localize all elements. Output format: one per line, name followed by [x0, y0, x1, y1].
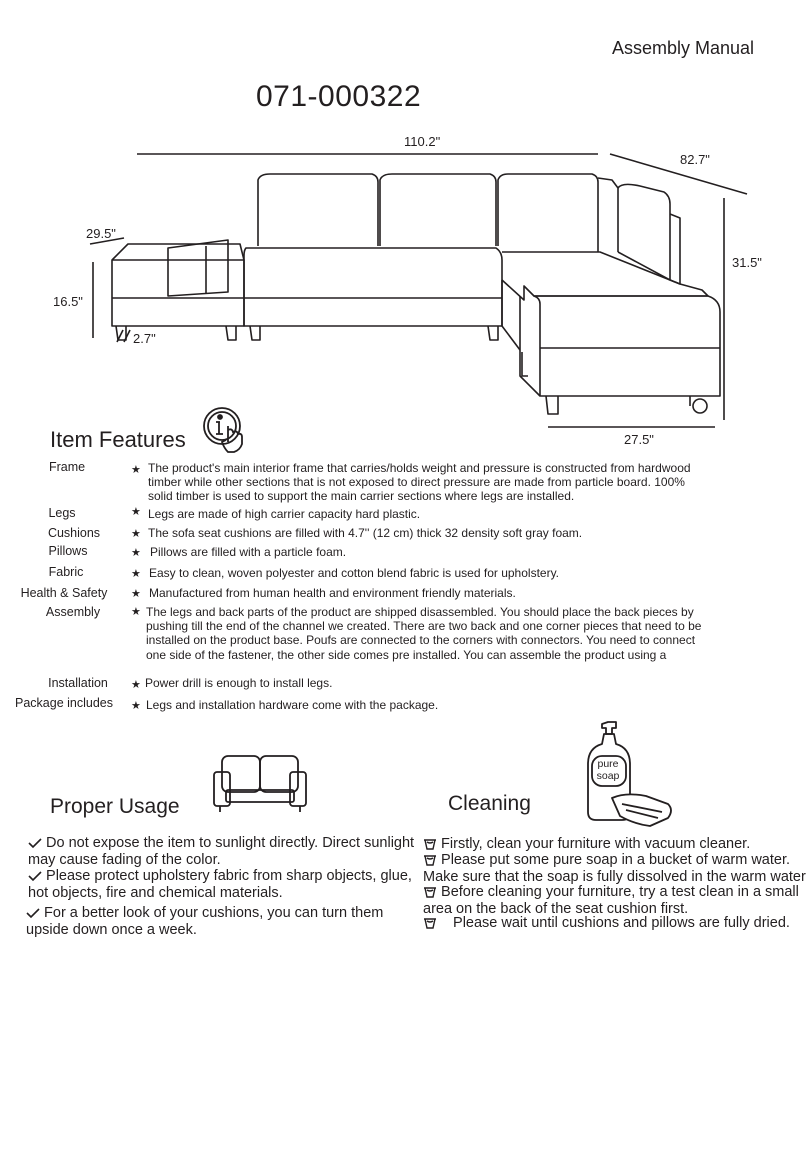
star-icon: ★	[131, 679, 141, 691]
star-icon: ★	[131, 606, 141, 618]
feature-label-fabric: Fabric	[48, 565, 84, 579]
feature-label-cushions: Cushions	[47, 526, 101, 540]
tray-table	[168, 240, 228, 296]
star-icon: ★	[131, 700, 141, 712]
back-cushion-corner	[618, 184, 670, 280]
feature-label-assembly: Assembly	[45, 605, 101, 619]
feature-text-pillows: Pillows are filled with a particle foam.	[150, 545, 347, 559]
cleaning-item-2: Please put some pure soap in a bucket of warm water. Make sure that the soap is fully dissolved in the warm water	[423, 852, 806, 885]
bucket-icon	[423, 839, 437, 850]
feature-text-assembly: The legs and back parts of the product are shipped disassembled. You should place the back pieces by pushing till the end of the channel we created. There are two back and one corner pieces that need to be installed on the product base. Poufs are connected to the corners with connectors. You need to connect one side of the fastener, the other side comes pre installed. You can assemble the product using a	[146, 605, 702, 662]
model-number: 071-000322	[256, 80, 422, 113]
bucket-icon	[423, 855, 437, 866]
leg-height-dimension: 2.7"	[133, 331, 156, 346]
feature-label-pillows: Pillows	[48, 544, 88, 558]
check-icon	[26, 908, 40, 918]
usage-item-1: Do not expose the item to sunlight directly. Direct sunlight may cause fading of the color.	[28, 835, 415, 868]
feature-label-health-safety: Health & Safety	[20, 586, 108, 600]
manual-title: Assembly Manual	[612, 38, 755, 58]
cleaning-item-4: Please wait until cushions and pillows are fully dried.	[423, 915, 808, 932]
feature-label-package-includes: Package includes	[15, 696, 113, 710]
usage-item-3: For a better look of your cushions, you can turn them upside down once a week.	[26, 905, 384, 938]
star-icon: ★	[131, 547, 141, 559]
star-icon: ★	[131, 528, 141, 540]
check-icon	[28, 838, 42, 848]
feature-label-frame: Frame	[48, 460, 86, 474]
feature-text-frame: The product's main interior frame that carries/holds weight and pressure is constructed from hardwood timber while other sections that is not exposed to direct pressure are made from particle board. 100% solid timber is used to support the main carrier sections where legs are installed.	[148, 461, 691, 504]
cleaning-title: Cleaning	[448, 792, 531, 815]
feature-text-cushions: The sofa seat cushions are filled with 4.7'' (12 cm) thick 32 density soft gray foam.	[148, 526, 583, 540]
bucket-icon	[423, 918, 437, 929]
feature-text-package-includes: Legs and installation hardware come with the package.	[146, 698, 439, 712]
back-cushion-3	[498, 174, 598, 252]
feature-text-legs: Legs are made of high carrier capacity hard plastic.	[148, 507, 421, 521]
feature-text-installation: Power drill is enough to install legs.	[145, 676, 333, 690]
chaise-seat	[534, 296, 720, 396]
bucket-icon	[423, 887, 437, 898]
proper-usage-title: Proper Usage	[50, 795, 180, 818]
cleaning-item-1: Firstly, clean your furniture with vacuum cleaner.	[423, 836, 808, 853]
seat-height-dimension: 16.5"	[53, 294, 83, 309]
ottoman-depth-dimension: 29.5"	[86, 226, 116, 241]
back-cushion-1	[258, 174, 378, 246]
back-cushion-2	[380, 174, 496, 246]
star-icon: ★	[131, 568, 141, 580]
cleaning-item-3: Before cleaning your furniture, try a test clean in a small area on the back of the seat cushion first.	[423, 884, 799, 917]
width-dimension: 110.2"	[404, 134, 441, 149]
check-icon	[28, 871, 42, 881]
info-hand-icon	[200, 404, 252, 454]
item-features-title: Item Features	[50, 427, 186, 452]
depth-dimension-line	[610, 154, 747, 194]
loveseat-icon	[212, 754, 308, 816]
feature-text-health-safety: Manufactured from human health and environment friendly materials.	[149, 586, 516, 600]
sectional-sofa-diagram	[0, 0, 808, 440]
side-depth-dimension: 82.7"	[680, 152, 710, 167]
star-icon: ★	[131, 506, 141, 518]
soap-label: pure soap	[596, 758, 620, 782]
star-icon: ★	[131, 464, 141, 476]
back-height-dimension: 31.5"	[732, 255, 762, 270]
feature-label-legs: Legs	[48, 506, 76, 520]
usage-item-2: Please protect upholstery fabric from sharp objects, glue, hot objects, fire and chemical materials.	[28, 868, 412, 901]
feature-label-installation: Installation	[48, 676, 108, 690]
main-seat	[244, 248, 502, 326]
feature-text-fabric: Easy to clean, woven polyester and cotton blend fabric is used for upholstery.	[149, 566, 560, 580]
chaise-width-dimension: 27.5"	[624, 432, 654, 447]
star-icon: ★	[131, 588, 141, 600]
